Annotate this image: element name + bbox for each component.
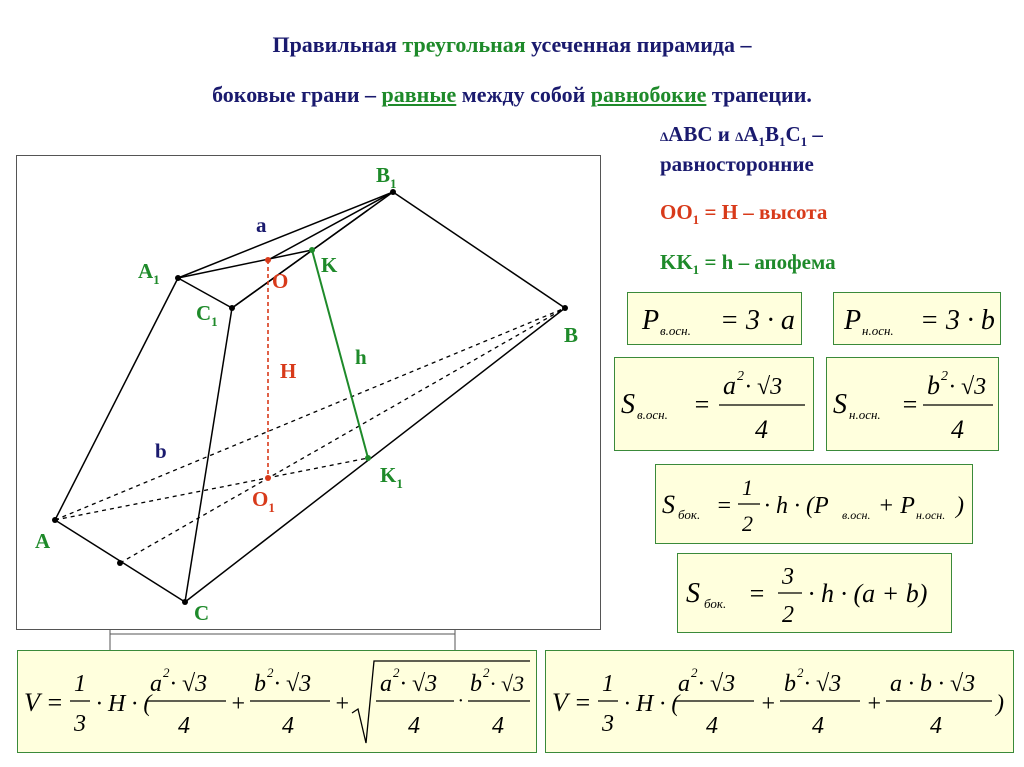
point-K1 bbox=[365, 455, 371, 461]
f-rest: · h · (P bbox=[764, 493, 829, 519]
edge-CC1 bbox=[185, 308, 232, 602]
f-den: 4 bbox=[812, 713, 824, 739]
f-close: ) bbox=[956, 493, 964, 519]
f-num: 1 bbox=[74, 671, 86, 697]
info-text: ABC и bbox=[668, 122, 736, 146]
f-sub: в.осн. bbox=[842, 508, 871, 522]
f-a: a bbox=[150, 671, 162, 697]
f-sup: 2 bbox=[797, 665, 804, 680]
f-sub: в.осн. bbox=[637, 407, 668, 422]
f-lhs: S bbox=[833, 389, 847, 420]
f-sup: 2 bbox=[393, 665, 400, 680]
formula-perimeter-upper bbox=[627, 292, 802, 345]
point-O bbox=[265, 257, 271, 263]
f-sup: 2 bbox=[483, 665, 490, 680]
edge-AA1 bbox=[55, 278, 178, 520]
label-B1: $B_1$ bbox=[376, 163, 397, 191]
formula-lateral-2 bbox=[677, 553, 952, 633]
label-C1: $C_1$ bbox=[196, 301, 218, 329]
point-B bbox=[562, 305, 568, 311]
svg-text:·: · bbox=[458, 690, 463, 712]
info-sub: 1 bbox=[800, 134, 808, 150]
label-H: H bbox=[280, 359, 297, 383]
f-den: 4 bbox=[755, 415, 768, 444]
label-B: B bbox=[564, 323, 579, 347]
f-plus: + P bbox=[878, 493, 915, 519]
point-O1 bbox=[265, 475, 271, 481]
info-sub: 1 bbox=[778, 134, 786, 150]
f-rhs: = 3 · b bbox=[920, 305, 995, 336]
f-plus: + bbox=[760, 691, 777, 717]
f-den: 4 bbox=[408, 713, 420, 739]
f-eq: = bbox=[901, 390, 919, 419]
f-r3: · √3 bbox=[400, 671, 438, 697]
f-r3: · √3 bbox=[170, 671, 208, 697]
f-r3: · √3 bbox=[804, 671, 842, 697]
edge-A1B1 bbox=[178, 192, 393, 278]
title-text: между собой bbox=[456, 82, 591, 107]
f-num: a bbox=[723, 371, 736, 400]
title-text: трапеции. bbox=[706, 82, 812, 107]
info-text: = H – высота bbox=[699, 200, 828, 224]
edge-BB1 bbox=[393, 192, 565, 308]
f-num: b bbox=[927, 371, 940, 400]
info-text: = h – апофема bbox=[699, 250, 836, 274]
f-eq: = bbox=[693, 390, 711, 419]
f-mid: · √3 bbox=[745, 374, 783, 400]
f-rest: · h · (a + b) bbox=[808, 579, 928, 608]
f-r3: · √3 bbox=[274, 671, 312, 697]
label-O1: $O_1$ bbox=[252, 487, 275, 515]
delta-symbol: Δ bbox=[660, 129, 669, 144]
title-underlined: равнобокие bbox=[590, 82, 707, 107]
label-a: a bbox=[256, 213, 267, 237]
f-sup: 2 bbox=[941, 369, 948, 384]
f-den: 4 bbox=[282, 713, 294, 739]
f-plus: + bbox=[230, 691, 247, 717]
f-sub: н.осн. bbox=[916, 508, 946, 522]
f-den: 2 bbox=[782, 602, 794, 628]
info-text: A bbox=[743, 122, 759, 146]
info-sub: 1 bbox=[692, 212, 700, 228]
label-K: K bbox=[321, 253, 338, 277]
label-K1: $K_1$ bbox=[380, 463, 403, 491]
title-text: Правильная bbox=[272, 32, 403, 57]
f-mid: · √3 bbox=[949, 374, 987, 400]
info-text: KK bbox=[660, 250, 693, 274]
f-den: 4 bbox=[706, 713, 718, 739]
f-h: · H · ( bbox=[624, 691, 680, 717]
f-r3: · √3 bbox=[490, 671, 525, 696]
label-O: O bbox=[272, 269, 289, 293]
label-A: A bbox=[35, 529, 51, 553]
f-a: a bbox=[380, 671, 392, 697]
f-b: b bbox=[470, 671, 482, 697]
median-C1 bbox=[232, 210, 368, 308]
f-b: b bbox=[784, 671, 796, 697]
median-B1 bbox=[268, 192, 393, 260]
edge-CB bbox=[185, 308, 565, 602]
f-den: 4 bbox=[951, 415, 964, 444]
f-sub: в.осн. bbox=[660, 323, 691, 338]
f-lhs: P bbox=[844, 305, 862, 336]
f-sub: н.осн. bbox=[862, 323, 894, 338]
f-den: 4 bbox=[492, 713, 504, 739]
title-text: усеченная пирамида – bbox=[525, 32, 752, 57]
edge-AB-hidden bbox=[55, 308, 565, 520]
f-rhs: = 3 · a bbox=[720, 305, 795, 336]
f-sup: 2 bbox=[267, 665, 274, 680]
f-sup: 2 bbox=[691, 665, 698, 680]
f-plus: + bbox=[334, 691, 351, 717]
formula-area-lower bbox=[826, 357, 999, 451]
point-A1 bbox=[175, 275, 181, 281]
formula-perimeter-lower bbox=[833, 292, 1001, 345]
info-sub: 1 bbox=[692, 262, 700, 278]
f-den: 3 bbox=[74, 711, 86, 737]
f-sub: н.осн. bbox=[849, 407, 881, 422]
f-h: · H · ( bbox=[96, 691, 152, 717]
point-midAC bbox=[117, 560, 123, 566]
point-C bbox=[182, 599, 188, 605]
info-text: B bbox=[764, 122, 779, 146]
formula-area-upper bbox=[614, 357, 814, 451]
point-C1 bbox=[229, 305, 235, 311]
f-ab: a · b · √3 bbox=[890, 671, 976, 697]
formula-lateral-1 bbox=[655, 464, 973, 544]
f-lhs: V = bbox=[552, 688, 592, 717]
f-den: 4 bbox=[930, 713, 942, 739]
f-num: 1 bbox=[602, 671, 614, 697]
label-A1: $A_1$ bbox=[138, 259, 160, 287]
title-text: боковые грани – bbox=[212, 82, 382, 107]
title-underlined: равные bbox=[381, 82, 457, 107]
f-b: b bbox=[254, 671, 266, 697]
info-text: – bbox=[807, 122, 823, 146]
title-highlight: треугольная bbox=[402, 32, 526, 57]
f-sup: 2 bbox=[737, 369, 744, 384]
f-sub: бок. bbox=[704, 596, 727, 611]
f-den: 3 bbox=[602, 711, 614, 737]
f-lhs: S bbox=[662, 490, 675, 519]
f-lhs: S bbox=[621, 389, 635, 420]
f-r3: · √3 bbox=[698, 671, 736, 697]
f-den: 2 bbox=[742, 511, 753, 536]
delta-symbol: Δ bbox=[735, 129, 744, 144]
f-lhs: P bbox=[642, 305, 660, 336]
f-den: 4 bbox=[178, 713, 190, 739]
info-equilateral: равносторонние bbox=[660, 152, 814, 176]
label-b: b bbox=[155, 439, 167, 463]
f-lhs: S bbox=[686, 578, 700, 609]
f-sup: 2 bbox=[163, 665, 170, 680]
f-a: a bbox=[678, 671, 690, 697]
f-sub: бок. bbox=[678, 507, 701, 522]
formula-volume-1 bbox=[17, 650, 537, 753]
formula-volume-2 bbox=[545, 650, 1014, 753]
label-C: C bbox=[194, 601, 210, 625]
median-B-hidden bbox=[120, 308, 565, 563]
f-num: 3 bbox=[782, 564, 794, 590]
f-close: ) bbox=[996, 691, 1004, 717]
f-lhs: V = bbox=[24, 688, 64, 717]
info-text: C bbox=[785, 122, 801, 146]
point-K bbox=[309, 247, 315, 253]
f-num: 1 bbox=[742, 475, 753, 500]
f-plus: + bbox=[866, 691, 883, 717]
f-eq: = bbox=[748, 579, 766, 608]
info-sub: 1 bbox=[758, 134, 765, 150]
label-h: h bbox=[355, 345, 367, 369]
info-text: OO bbox=[660, 200, 693, 224]
point-A bbox=[52, 517, 58, 523]
f-eq: = bbox=[716, 493, 733, 519]
